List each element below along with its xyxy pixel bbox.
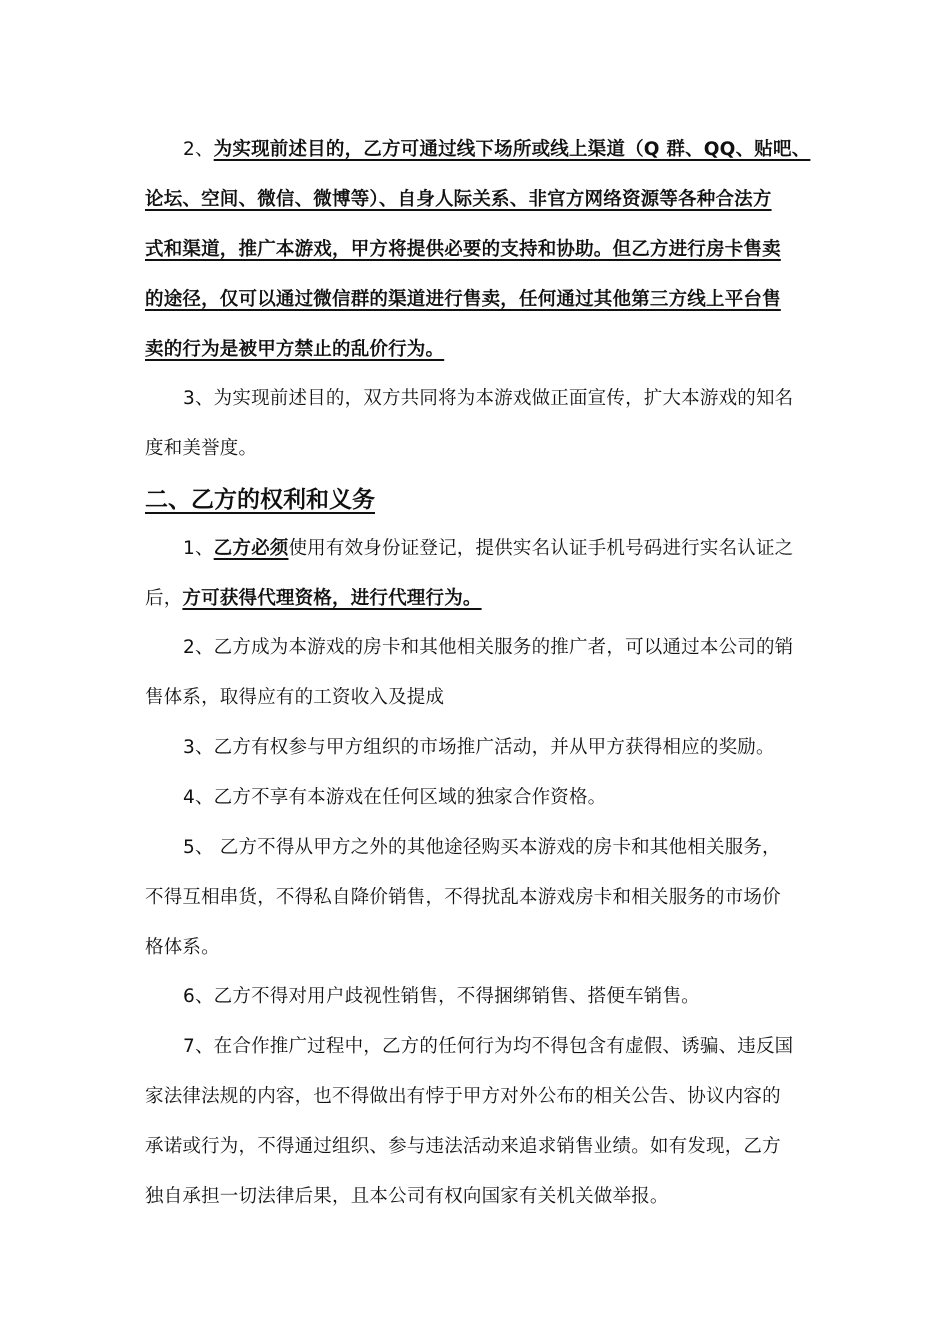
body-text: 后， [145, 588, 183, 609]
paragraph-line: 售体系，取得应有的工资收入及提成 [145, 687, 445, 708]
paragraph-line [145, 586, 817, 612]
paragraph-line: 7、在合作推广过程中，乙方的任何行为均不得包含有虚假、诱骗、违反国 [183, 1036, 794, 1057]
section-heading: 二、乙方的权利和义务 [145, 487, 375, 513]
paragraph-line: 的途径，仅可以通过微信群的渠道进行售卖，任何通过其他第三方线上平台售 [145, 289, 781, 310]
paragraph-line: 不得互相串货，不得私自降价销售，不得扰乱本游戏房卡和相关服务的市场价 [145, 887, 781, 908]
paragraph-line: 6、乙方不得对用户歧视性销售，不得捆绑销售、搭便车销售。 [183, 986, 700, 1007]
paragraph-line: 式和渠道，推广本游戏，甲方将提供必要的支持和协助。但乙方进行房卡售卖 [145, 239, 781, 260]
body-text: 使用有效身份证登记，提供实名认证手机号码进行实名认证之 [288, 538, 794, 559]
paragraph-line: 2、乙方成为本游戏的房卡和其他相关服务的推广者，可以通过本公司的销 [183, 637, 794, 658]
bold-underlined-text: 方可获得代理资格，进行代理行为。 [182, 588, 482, 609]
paragraph-line: 家法律法规的内容，也不得做出有悖于甲方对外公布的相关公告、协议内容的 [145, 1086, 781, 1107]
paragraph-line: 4、乙方不享有本游戏在任何区域的独家合作资格。 [183, 787, 607, 808]
paragraph-line: 卖的行为是被甲方禁止的乱价行为。 [145, 339, 445, 360]
item-number: 1、 [183, 538, 214, 559]
bold-underlined-text: 为实现前述目的，乙方可通过线下场所或线上渠道（Q 群、QQ、贴吧、 [213, 139, 811, 160]
bold-underlined-text: 乙方必须 [213, 538, 289, 559]
paragraph-line: 独自承担一切法律后果，且本公司有权向国家有关机关做举报。 [145, 1186, 669, 1207]
item-number: 2、 [183, 139, 214, 160]
paragraph-line: 格体系。 [145, 937, 220, 958]
paragraph-line: 3、乙方有权参与甲方组织的市场推广活动，并从甲方获得相应的奖励。 [183, 737, 775, 758]
paragraph-line [183, 536, 817, 562]
paragraph-line: 承诺或行为，不得通过组织、参与违法活动来追求销售业绩。如有发现，乙方 [145, 1136, 781, 1157]
paragraph-line: 3、为实现前述目的，双方共同将为本游戏做正面宣传，扩大本游戏的知名 [183, 388, 794, 409]
paragraph-line: 论坛、空间、微信、微博等）、自身人际关系、非官方网络资源等各种合法方 [145, 189, 772, 210]
paragraph-line [183, 137, 817, 163]
paragraph-line: 度和美誉度。 [145, 438, 258, 459]
paragraph-line: 5、 乙方不得从甲方之外的其他途径购买本游戏的房卡和其他相关服务， [183, 837, 781, 858]
